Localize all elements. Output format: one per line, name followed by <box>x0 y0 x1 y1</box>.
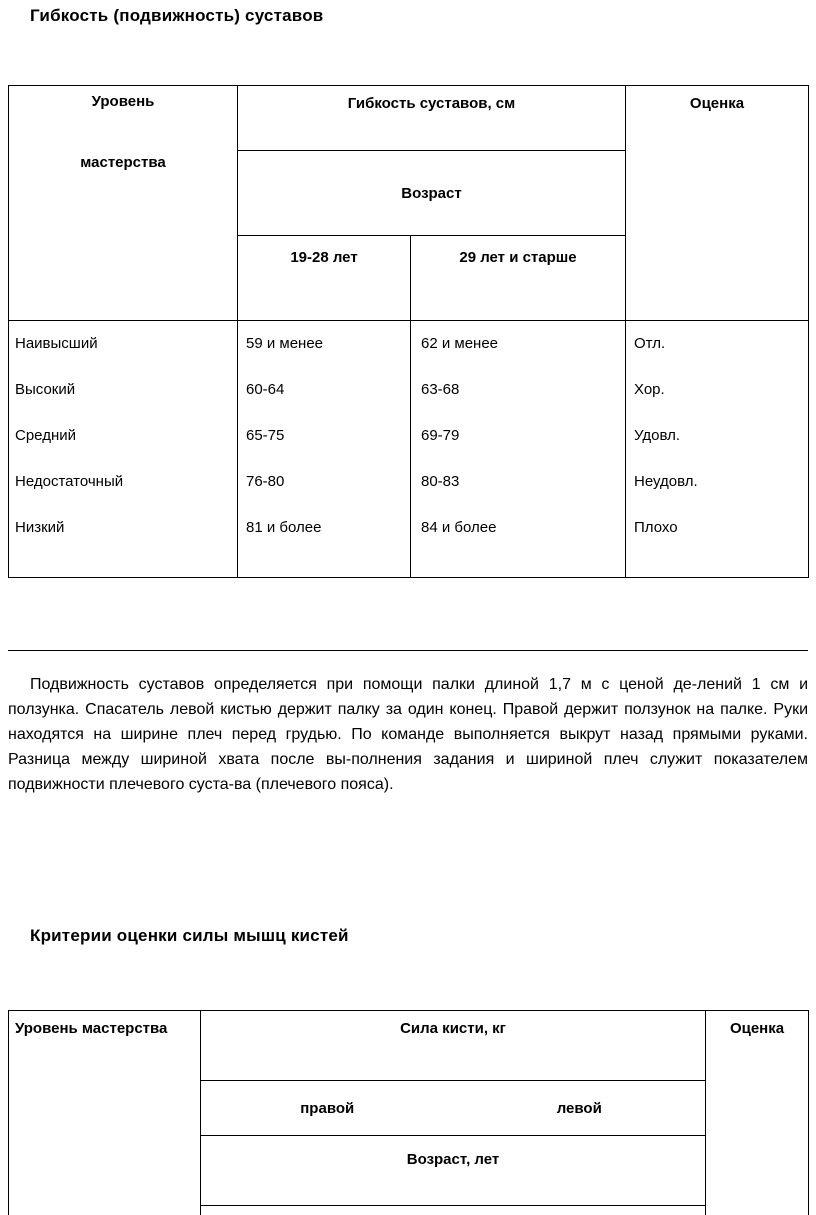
table1-cell-age1: 81 и более <box>238 505 411 551</box>
body-paragraph: Подвижность суставов определяется при помощи палки длиной 1,7 м с ценой де-лений 1 см и ползунка. Спасатель левой кистью держит палку за один конец. Правой держит ползунок на палке. Руки находятся на ширине плеч перед грудью. По команде выполняется выкрут назад прямыми руками. Разница между шириной хвата после вы-полнения задания и шириной плеч служит показателем подвижности плечевого суста-ва (плечевого пояса). <box>8 676 808 793</box>
table1-cell-score: Отл. <box>634 335 666 353</box>
table1-cell-age1: 59 и менее <box>238 321 411 367</box>
table1-header-age: Возраст <box>238 151 626 236</box>
table1-cell-level: Наивысший <box>9 321 238 367</box>
table2-header-score: Оценка <box>706 1011 809 1215</box>
table1-header-row-1 <box>9 86 809 151</box>
table-row <box>9 413 809 459</box>
table1-spacer-cell <box>9 551 238 578</box>
table1-spacer-cell <box>626 551 809 578</box>
table1-cell-age2: 84 и более <box>411 505 626 551</box>
section-heading: Критерии оценки силы мышц кистей <box>30 926 349 945</box>
table1-spacer-row <box>9 551 809 578</box>
table2-header-left-hand: левой <box>454 1081 706 1136</box>
table-row <box>9 367 809 413</box>
table-row <box>9 321 809 367</box>
table1-cell-age2: 80-83 <box>411 459 626 505</box>
table2-empty-cell <box>201 1206 706 1215</box>
flexibility-table <box>8 85 809 578</box>
table1-header-age-19-28: 19-28 лет <box>238 236 411 321</box>
table1-cell-score: Удовл. <box>634 427 680 444</box>
table-row <box>9 505 809 551</box>
table1-spacer-cell <box>411 551 626 578</box>
table1-cell-level: Низкий <box>9 505 238 551</box>
table1-spacer-cell <box>238 551 411 578</box>
table1-cell-age2: 69-79 <box>411 413 626 459</box>
table2-header-skill-level: Уровень мастерства <box>9 1011 201 1215</box>
table1-cell-age1: 76-80 <box>238 459 411 505</box>
table1-cell-age2: 63-68 <box>411 367 626 413</box>
table1-header-age-29plus: 29 лет и старше <box>411 236 626 321</box>
table2-header-right-hand: правой <box>201 1081 454 1136</box>
table1-cell-level: Недостаточный <box>9 459 238 505</box>
table2-header-row-1 <box>9 1011 809 1081</box>
table-row <box>9 459 809 505</box>
table1-header-skill-level-line2: мастерства <box>80 154 166 171</box>
table1-cell-age2: 62 и менее <box>411 321 626 367</box>
horizontal-divider <box>8 650 808 651</box>
table1-cell-score: Хор. <box>634 381 665 398</box>
table1-cell-level: Средний <box>9 413 238 459</box>
table1-cell-score: Неудовл. <box>634 473 698 490</box>
table2-header-strength: Сила кисти, кг <box>201 1011 706 1081</box>
table1-cell-age1: 60-64 <box>238 367 411 413</box>
table1-header-skill-level-line1: Уровень <box>91 93 155 110</box>
hand-strength-table <box>8 1010 809 1215</box>
table1-header-flexibility: Гибкость суставов, см <box>238 86 626 151</box>
table1-cell-age1: 65-75 <box>238 413 411 459</box>
table1-header-score: Оценка <box>626 86 809 321</box>
table1-cell-level: Высокий <box>9 367 238 413</box>
table1-cell-score: Плохо <box>634 519 678 536</box>
table1-header-skill-level <box>9 86 238 321</box>
table2-header-age: Возраст, лет <box>201 1136 706 1206</box>
document-title: Гибкость (подвижность) суставов <box>30 6 324 25</box>
